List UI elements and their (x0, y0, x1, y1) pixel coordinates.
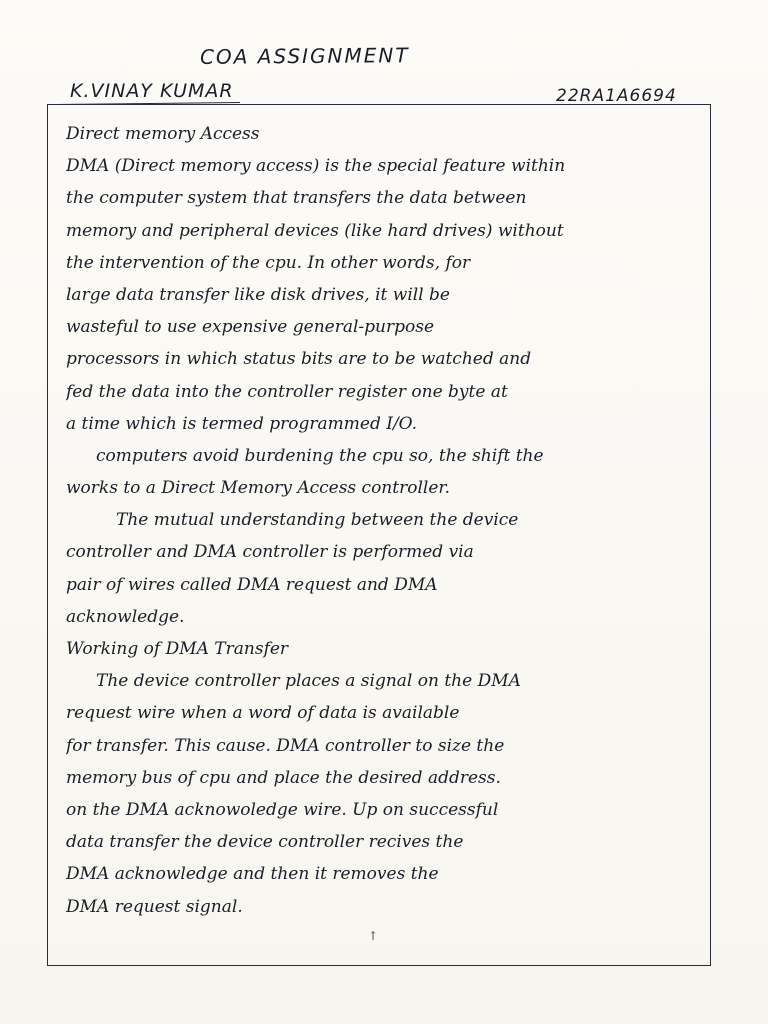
text-line: data transfer the device controller recives the (66, 832, 464, 853)
assignment-text (66, 118, 706, 923)
text-line: on the DMA acknowoledge wire. Up on successful (66, 799, 499, 820)
text-line: memory bus of cpu and place the desired address. (66, 767, 501, 788)
text-line: DMA request signal. (66, 896, 243, 917)
text-line: the computer system that transfers the data between (66, 188, 527, 209)
text-line: request wire when a word of data is available (66, 703, 460, 724)
text-line: DMA (Direct memory access) is the special feature within (66, 156, 566, 177)
text-line: memory and peripheral devices (like hard drives) without (66, 220, 564, 241)
end-mark: ↑ (368, 929, 379, 943)
text-line: a time which is termed programmed I/O. (66, 413, 418, 434)
text-line: the intervention of the cpu. In other words, for (66, 252, 471, 273)
text-line: for transfer. This cause. DMA controller to size the (66, 735, 505, 756)
page-title: COA ASSIGNMENT (199, 43, 410, 69)
section-heading: Working of DMA Transfer (66, 639, 289, 659)
text-line: large data transfer like disk drives, it will be (66, 284, 450, 305)
text-line: processors in which status bits are to be watched and (66, 349, 532, 370)
text-line: works to a Direct Memory Access controller. (66, 478, 451, 499)
text-line: The mutual understanding between the device (116, 510, 519, 531)
text-line: pair of wires called DMA request and DMA (66, 574, 438, 595)
text-line: The device controller places a signal on the DMA (96, 671, 521, 692)
text-line: computers avoid burdening the cpu so, the shift the (96, 445, 544, 466)
text-line: fed the data into the controller register one byte at (66, 381, 508, 402)
text-line: wasteful to use expensive general-purpose (66, 317, 435, 338)
text-line: controller and DMA controller is performed via (66, 542, 474, 563)
text-line: DMA acknowledge and then it removes the (66, 864, 439, 885)
text-line: acknowledge. (66, 606, 185, 627)
roll-number: 22RA1A6694 (556, 86, 677, 106)
student-name: K.VINAY KUMAR (70, 80, 234, 102)
section-heading: Direct memory Access (66, 124, 260, 144)
